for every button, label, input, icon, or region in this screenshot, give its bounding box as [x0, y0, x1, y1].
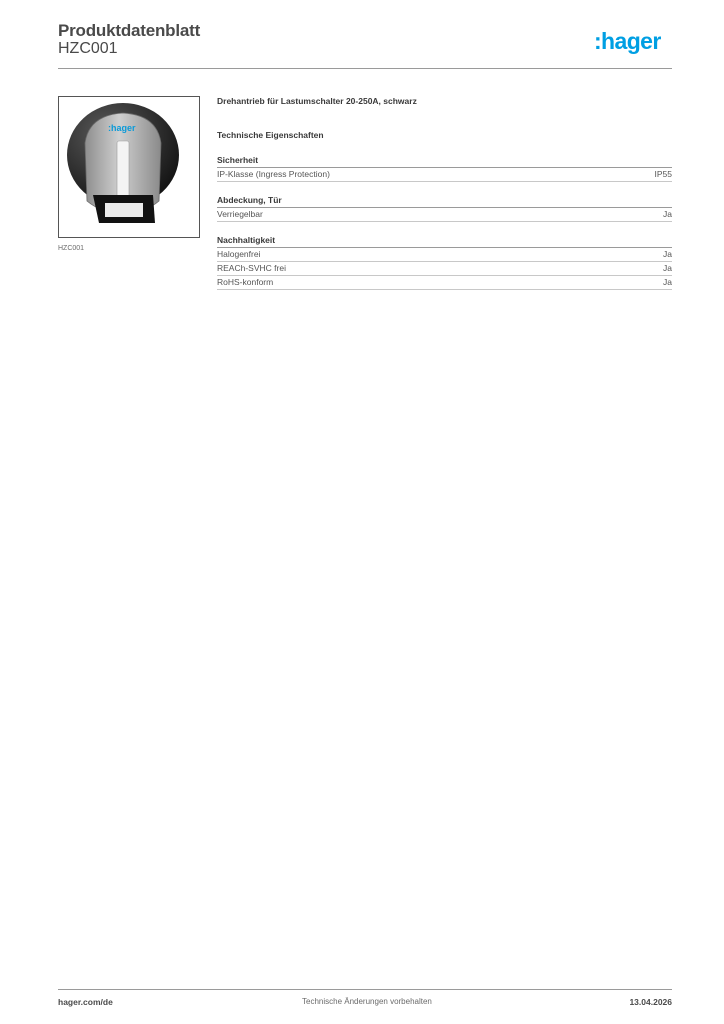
product-details [217, 96, 672, 290]
section-sicherheit [217, 155, 672, 182]
property-row [217, 276, 672, 290]
property-label: IP-Klasse (Ingress Protection) [217, 169, 330, 179]
property-row [217, 168, 672, 182]
property-value: IP55 [654, 169, 672, 179]
footer-website-link[interactable]: hager.com/de [58, 997, 113, 1007]
product-description: Drehantrieb für Lastumschalter 20-250A, schwarz [217, 96, 417, 106]
property-row [217, 262, 672, 276]
image-caption: HZC001 [58, 245, 85, 252]
property-label: Verriegelbar [217, 209, 263, 219]
knob-lock-window [105, 203, 143, 217]
section-heading: Sicherheit [217, 155, 672, 168]
section-heading: Nachhaltigkeit [217, 235, 672, 248]
product-code: HZC001 [58, 40, 118, 57]
section-heading: Abdeckung, Tür [217, 195, 672, 208]
section-abdeckung [217, 195, 672, 222]
knob-logo-text: :hager [108, 123, 136, 133]
property-value: Ja [663, 263, 672, 273]
hager-logo[interactable] [594, 25, 674, 61]
property-label: RoHS-konform [217, 277, 274, 287]
property-label: REACh-SVHC frei [217, 263, 286, 273]
page-title: Produktdatenblatt [58, 21, 201, 40]
property-row [217, 208, 672, 222]
tech-heading: Technische Eigenschaften [217, 130, 324, 140]
property-value: Ja [663, 249, 672, 259]
header-divider [58, 68, 672, 69]
property-row [217, 248, 672, 262]
property-label: Halogenfrei [217, 249, 261, 259]
property-value: Ja [663, 277, 672, 287]
property-value: Ja [663, 209, 672, 219]
footer-date: 13.04.2026 [629, 997, 672, 1007]
footer-notice: Technische Änderungen vorbehalten [302, 997, 432, 1006]
product-image [58, 96, 200, 238]
hager-logo-text: :hager [594, 28, 661, 54]
footer-divider [58, 989, 672, 990]
section-nachhaltigkeit [217, 235, 672, 290]
